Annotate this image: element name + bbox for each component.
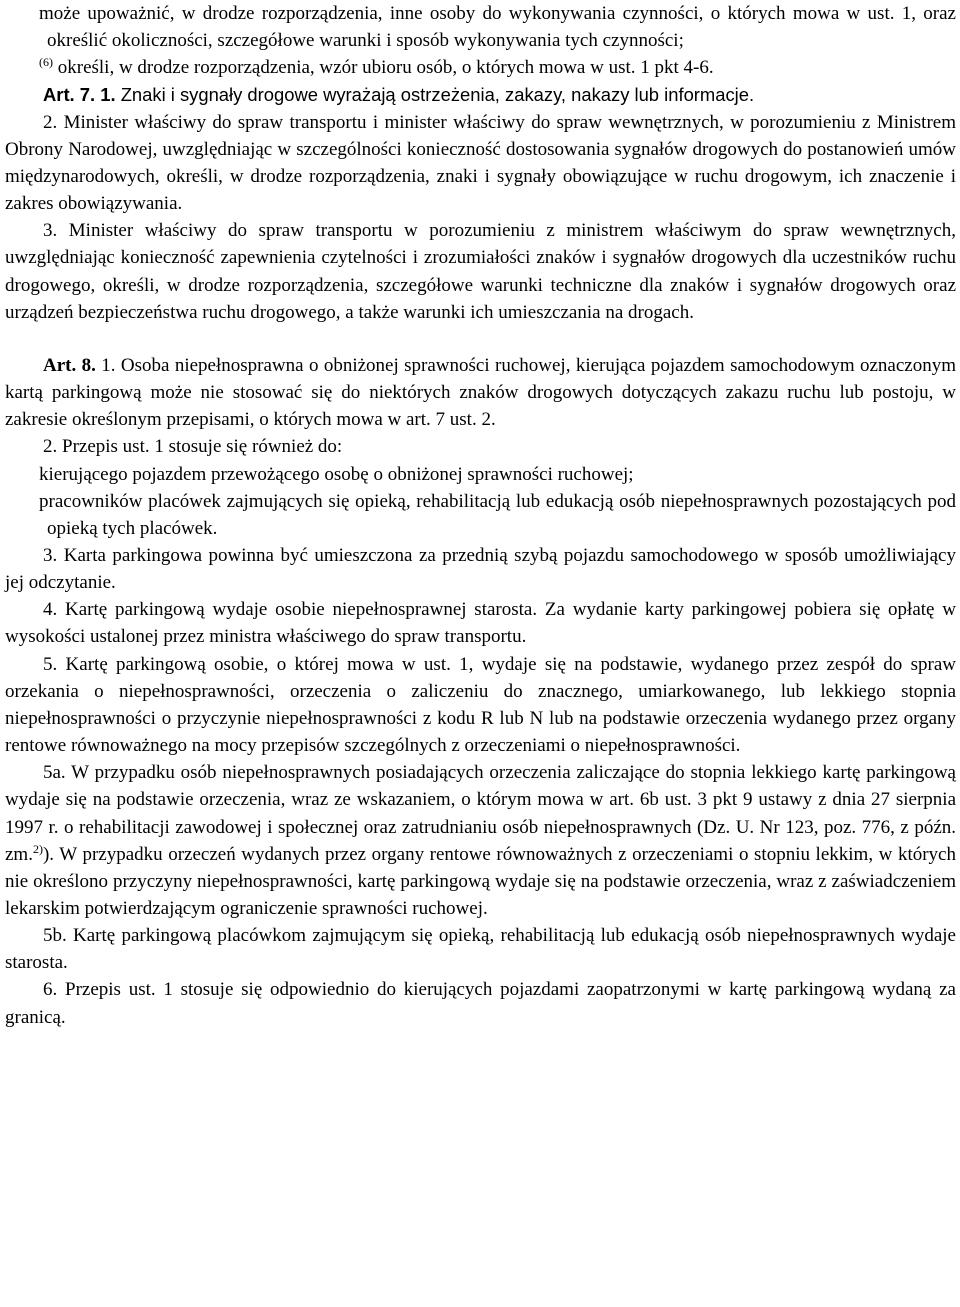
art7-paragraph-2: 2. Minister właściwy do spraw transportu i minister właściwy do spraw wewnętrznych, w porozumieniu z Ministrem Obrony Narodowej, uwzględniając w szczególności konieczność dostosowania sygnałów drogowych do postanowień umów międzynarodowych, określi, w drodze rozporządzenia, znaki i sygnały obowiązujące w ruchu drogowym, ich znaczenie i zakres obowiązywania. bbox=[5, 111, 956, 215]
paragraph-text: 5a. W przypadku osób niepełnosprawnych posiadających orzeczenia zaliczające do stopnia lekkiego kartę parkingową wydaje się na podstawie orzeczenia, wraz ze wskazaniem, o którym mowa w art. 6b ust. 3 pkt 9 ustawy z dnia 27 sierpnia 1997 r. o rehabilitacji zawodowej i społecznej oraz zatrudnianiu osób niepełnosprawnych (Dz. U. Nr 123, poz. 776, z późn. zm. bbox=[5, 762, 956, 865]
art8-paragraph-5: 5. Kartę parkingową osobie, o której mowa w ust. 1, wydaje się na podstawie, wydanego przez zespół do spraw orzekania o niepełnosprawności, orzeczenia o zaliczeniu do znacznego, umiarkowanego, lub lekkiego stopnia niepełnosprawności o przyczynie niepełnosprawności z kodu R lub N lub na podstawie orzeczenia wydanego przez organy rentowe równoważnego na mocy przepisów szczególnych z orzeczeniami o niepełnosprawności. bbox=[5, 653, 956, 757]
item-number bbox=[5, 461, 39, 488]
article-heading: Art. 7. 1. bbox=[43, 84, 116, 106]
section-gap bbox=[5, 326, 956, 352]
art8-paragraph-5b: 5b. Kartę parkingową placówkom zajmującym się opieką, rehabilitacją lub edukacją osób niepełnosprawnych wydaje starosta. bbox=[5, 925, 956, 974]
item-2 bbox=[5, 0, 956, 54]
paragraph-text-cont: ). W przypadku orzeczeń wydanych przez organy rentowe równoważnych z orzeczeniami o stopniu lekkim, w których nie określono przyczyny niepełnosprawności, kartę parkingową wydaje się na podstawie orzeczenia, wraz z zaświadczeniem lekarskim potwierdzającym ograniczenie sprawności ruchowej. bbox=[5, 843, 956, 919]
art7-paragraph-3: 3. Minister właściwy do spraw transportu w porozumieniu z ministrem właściwym do spraw wewnętrznych, uwzględniając konieczność zapewnienia czytelności i zrozumiałości znaków i sygnałów drogowych dla uczestników ruchu drogowego, określi, w drodze rozporządzenia, szczegółowe warunki techniczne dla znaków i sygnałów drogowych oraz urządzeń bezpieczeństwa ruchu drogowego, a także warunki ich umieszczania na drogach. bbox=[5, 220, 956, 323]
paragraph-text: Znaki i sygnały drogowe wyrażają ostrzeżenia, zakazy, nakazy lub informacje. bbox=[115, 84, 755, 106]
art8-paragraph-5a bbox=[5, 759, 956, 922]
art8-item-1 bbox=[5, 461, 956, 488]
art8-paragraph-2: 2. Przepis ust. 1 stosuje się również do: bbox=[43, 436, 343, 458]
art8-paragraph-3: 3. Karta parkingowa powinna być umieszczona za przednią szybą pojazdu samochodowego w sposób umożliwiający jej odczytanie. bbox=[5, 544, 956, 594]
footnote-marker: (6) bbox=[39, 55, 53, 70]
art8-paragraph-6: 6. Przepis ust. 1 stosuje się odpowiednio do kierujących pojazdami zaopatrzonymi w kartę parkingową wydaną za granicą. bbox=[5, 979, 956, 1028]
item-text: kierującego pojazdem przewożącego osobę o obniżonej sprawności ruchowej; bbox=[39, 463, 634, 485]
paragraph-text: 1. Osoba niepełnosprawna o obniżonej sprawności ruchowej, kierująca pojazdem samochodowym oznaczonym kartą parkingową może nie stosować się do niektórych znaków drogowych dotyczących zakazu ruchu lub postoju, w zakresie określonym przepisami, o których mowa w art. 7 ust. 2. bbox=[5, 354, 957, 431]
item-number bbox=[5, 488, 39, 515]
item-number bbox=[5, 0, 39, 27]
item-number bbox=[5, 54, 39, 81]
art8-item-2 bbox=[5, 488, 956, 542]
item-text: pracowników placówek zajmujących się opieką, rehabilitacją lub edukacją osób niepełnosprawnych pozostających pod opieką tych placówek. bbox=[39, 490, 956, 539]
item-text: określi, w drodze rozporządzenia, wzór ubioru osób, o których mowa w ust. 1 pkt 4-6. bbox=[53, 57, 714, 79]
art8-paragraph-1 bbox=[5, 352, 956, 433]
item-text: może upoważnić, w drodze rozporządzenia, inne osoby do wykonywania czynności, o których mowa w ust. 1, oraz określić okoliczności, szczegółowe warunki i sposób wykonywania tych czynności; bbox=[39, 3, 956, 52]
art7-paragraph-1 bbox=[5, 81, 956, 108]
footnote-marker: 2) bbox=[32, 841, 43, 856]
article-heading: Art. 8. bbox=[43, 354, 96, 376]
art8-paragraph-4: 4. Kartę parkingową wydaje osobie niepełnosprawnej starosta. Za wydanie karty parkingowej pobiera się opłatę w wysokości ustalonej przez ministra właściwego do spraw transportu. bbox=[5, 599, 956, 648]
item-3 bbox=[5, 54, 956, 81]
